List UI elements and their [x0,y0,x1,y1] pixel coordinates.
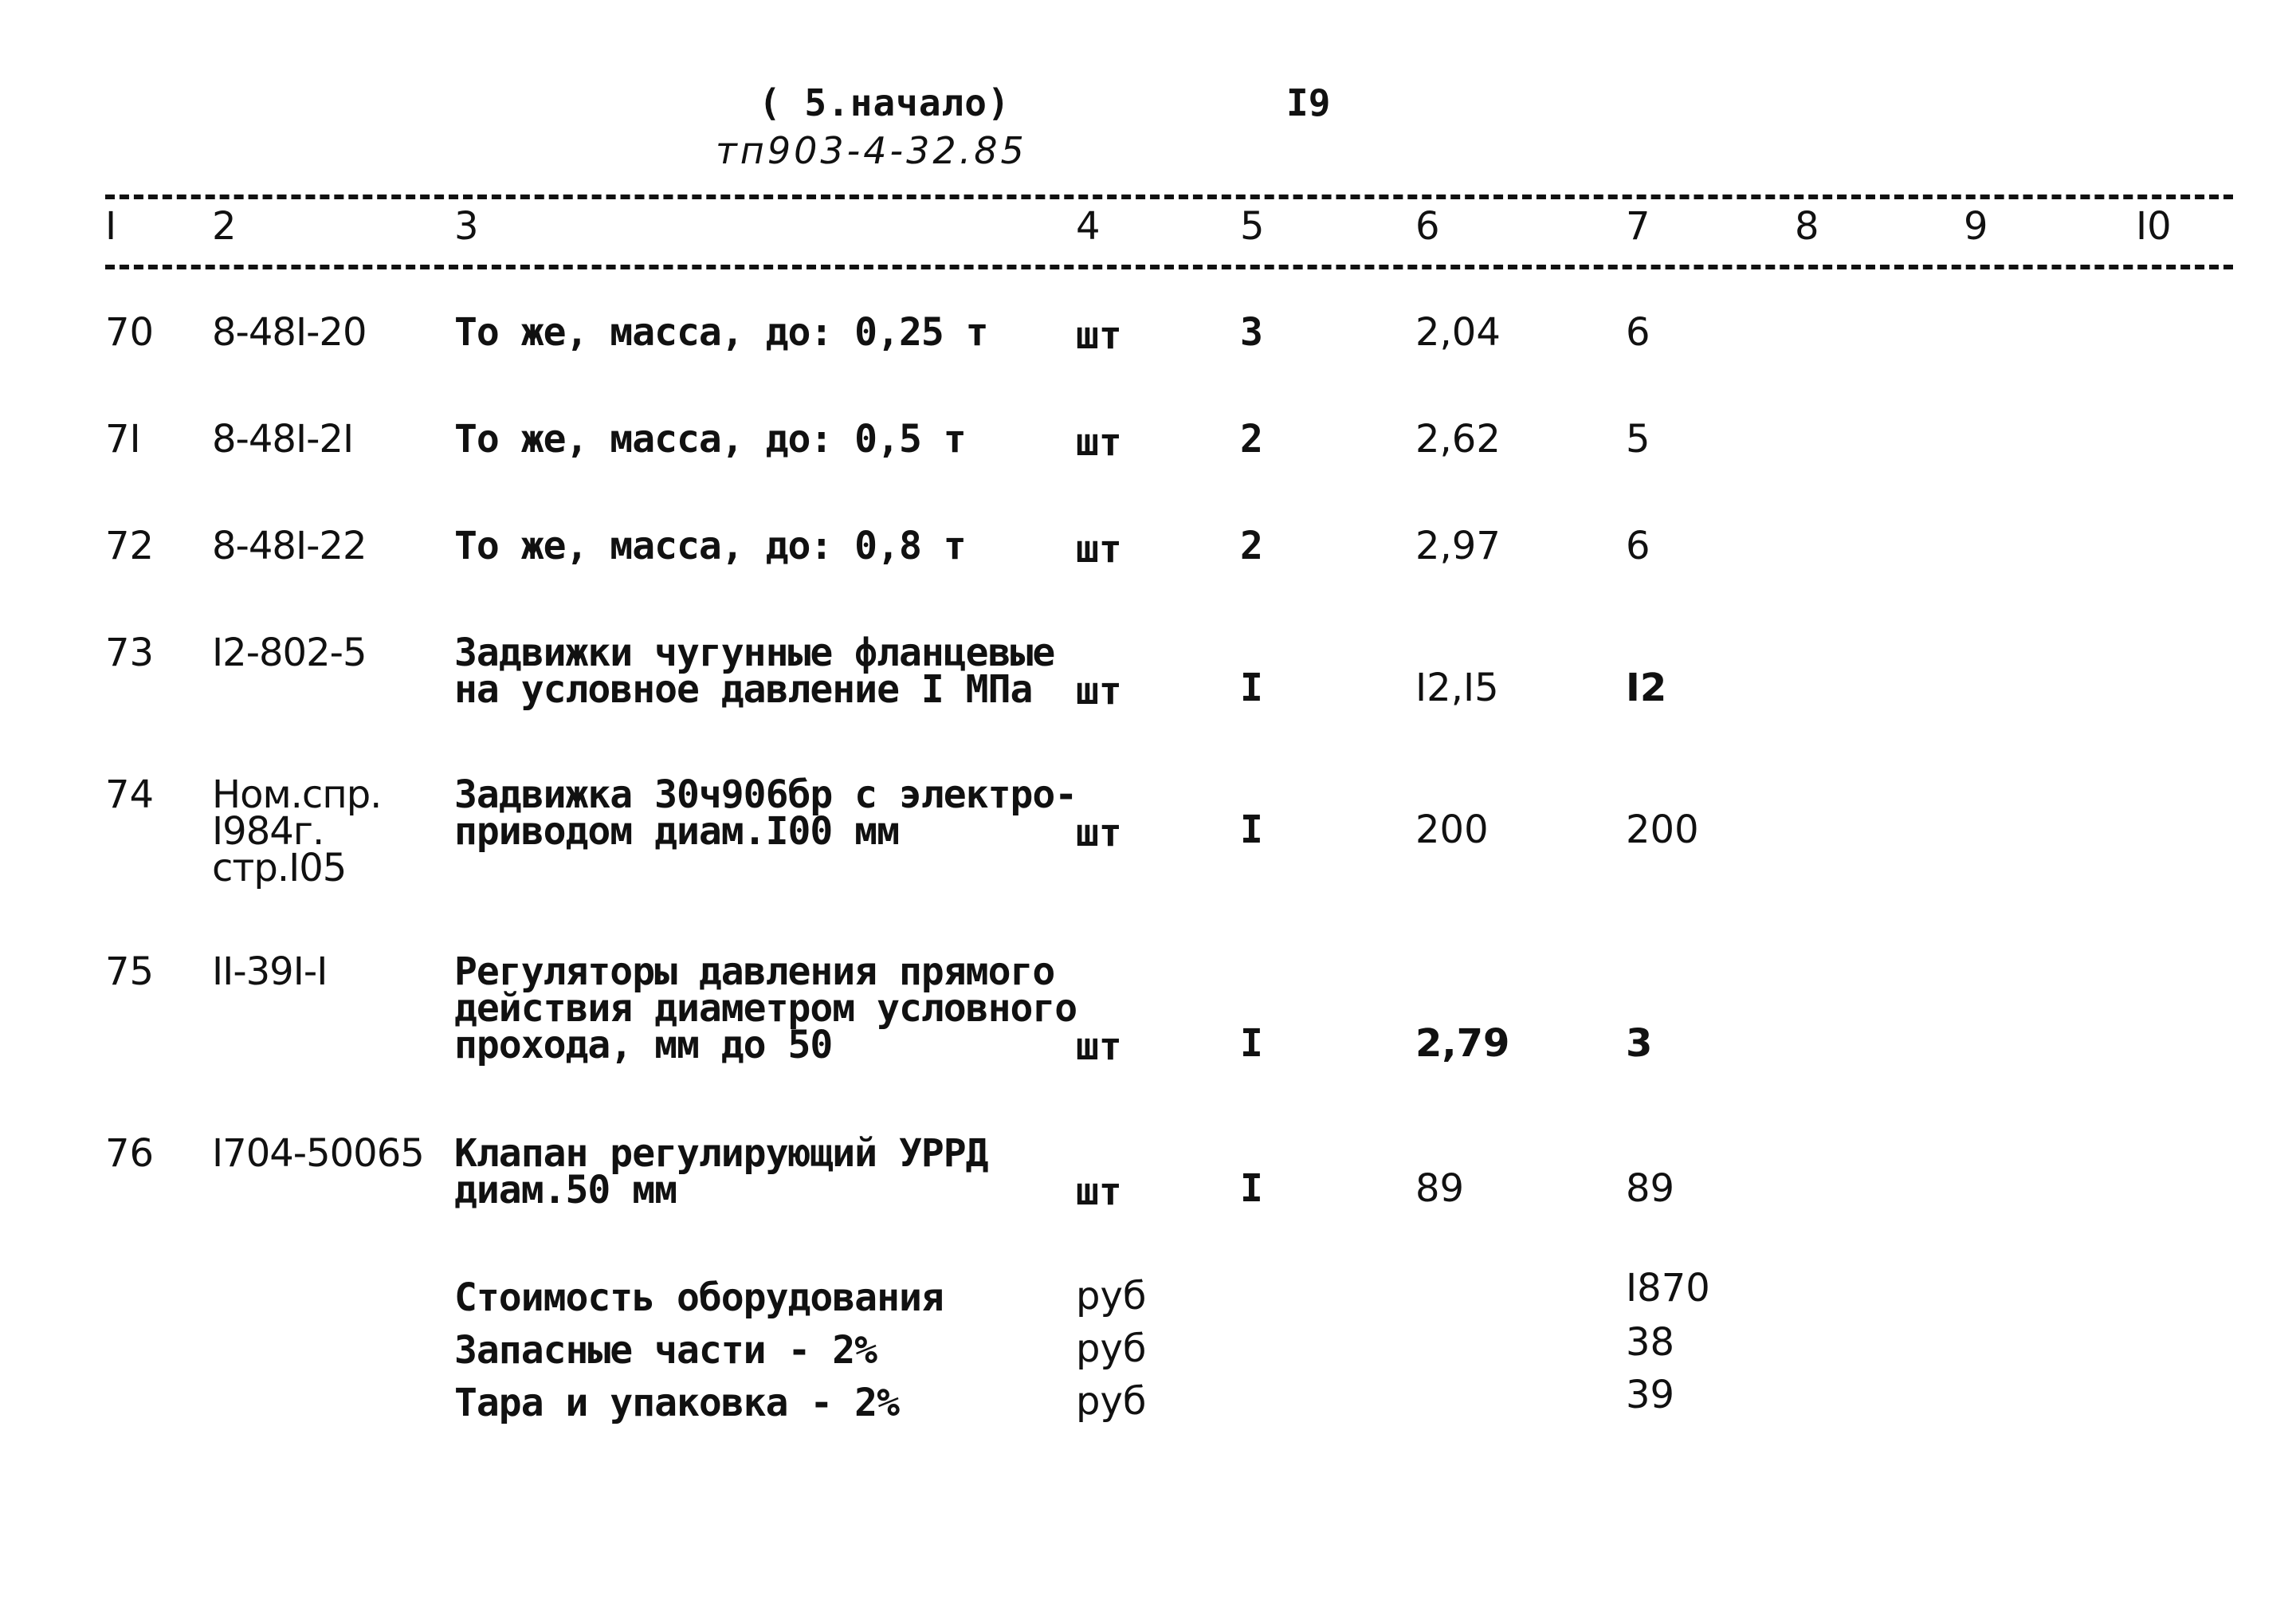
row-number: 73 [105,631,155,675]
row-qty: 3 [1240,310,1263,355]
column-header-10: I0 [2136,204,2172,249]
row-unit: шт [1076,1024,1122,1069]
row-price: 2,62 [1415,417,1501,462]
row-name: То же, масса, до: 0,25 т [454,310,988,355]
section-title: ( 5.начало) [759,81,1011,124]
header-rule-top [105,195,2233,199]
document-code: тп903-4-32.85 [716,129,1027,172]
row-name: Задвижки чугунные фланцевые на условное давление I МПа [454,631,1055,712]
row-name: То же, масса, до: 0,5 т [454,417,966,462]
row-qty: 2 [1240,524,1263,568]
row-code: I2-802-5 [212,631,367,675]
row-unit: шт [1076,527,1122,572]
row-name: Регуляторы давления прямого действия диаметром условного прохода, мм до 50 [454,949,1077,1067]
row-price: 2,97 [1415,524,1501,568]
column-header-9: 9 [1964,204,1988,249]
row-total: 89 [1626,1166,1675,1211]
summary-unit: руб [1076,1274,1147,1318]
row-price: 200 [1415,808,1489,852]
row-price: 89 [1415,1166,1465,1211]
column-header-4: 4 [1076,204,1101,249]
row-qty: I [1240,1021,1263,1066]
row-code: I704-50065 [212,1131,424,1176]
row-price: 2,04 [1415,310,1501,355]
row-total: 5 [1626,417,1650,462]
row-number: 70 [105,310,155,355]
row-number: 76 [105,1131,155,1176]
row-code: 8-48I-20 [212,310,367,355]
summary-value: 38 [1626,1320,1675,1365]
row-unit: шт [1076,1169,1122,1214]
header-rule-bottom [105,265,2233,269]
row-number: 72 [105,524,155,568]
row-total: 3 [1626,1021,1653,1066]
row-number: 7I [105,417,141,462]
summary-unit: руб [1076,1326,1147,1371]
row-price: I2,I5 [1415,666,1499,710]
row-code: Ном.спр. I984г. стр.I05 [212,772,382,890]
row-qty: 2 [1240,417,1263,462]
row-unit: шт [1076,420,1122,465]
column-header-3: 3 [454,204,479,249]
row-name: Клапан регулирующий УРРД диам.50 мм [454,1131,988,1212]
column-header-2: 2 [212,204,237,249]
column-header-5: 5 [1240,204,1265,249]
summary-label-spare-parts: Запасные части - 2% [454,1328,877,1373]
row-number: 74 [105,772,155,817]
summary-label-packaging: Тара и упаковка - 2% [454,1381,899,1425]
row-code: II-39I-I [212,949,328,994]
row-qty: I [1240,1166,1263,1211]
page-number: I9 [1286,81,1331,124]
row-total: 6 [1626,524,1650,568]
summary-value: 39 [1626,1373,1675,1417]
row-qty: I [1240,808,1263,852]
summary-label-equipment-cost: Стоимость оборудования [454,1275,944,1320]
row-unit: шт [1076,313,1122,358]
column-header-6: 6 [1415,204,1440,249]
row-qty: I [1240,666,1263,710]
row-unit: шт [1076,669,1122,713]
row-name: Задвижка 30ч906бр с электро- приводом диам.I00 мм [454,772,1077,854]
row-name: То же, масса, до: 0,8 т [454,524,966,568]
row-total: 6 [1626,310,1650,355]
row-total: 200 [1626,808,1699,852]
column-header-7: 7 [1626,204,1650,249]
row-code: 8-48I-22 [212,524,367,568]
row-code: 8-48I-2I [212,417,354,462]
summary-value: I870 [1626,1266,1710,1311]
row-total: I2 [1626,666,1667,710]
column-header-8: 8 [1795,204,1819,249]
column-header-1: I [105,204,117,249]
row-unit: шт [1076,811,1122,855]
row-price: 2,79 [1415,1021,1510,1066]
summary-unit: руб [1076,1379,1147,1424]
row-number: 75 [105,949,155,994]
